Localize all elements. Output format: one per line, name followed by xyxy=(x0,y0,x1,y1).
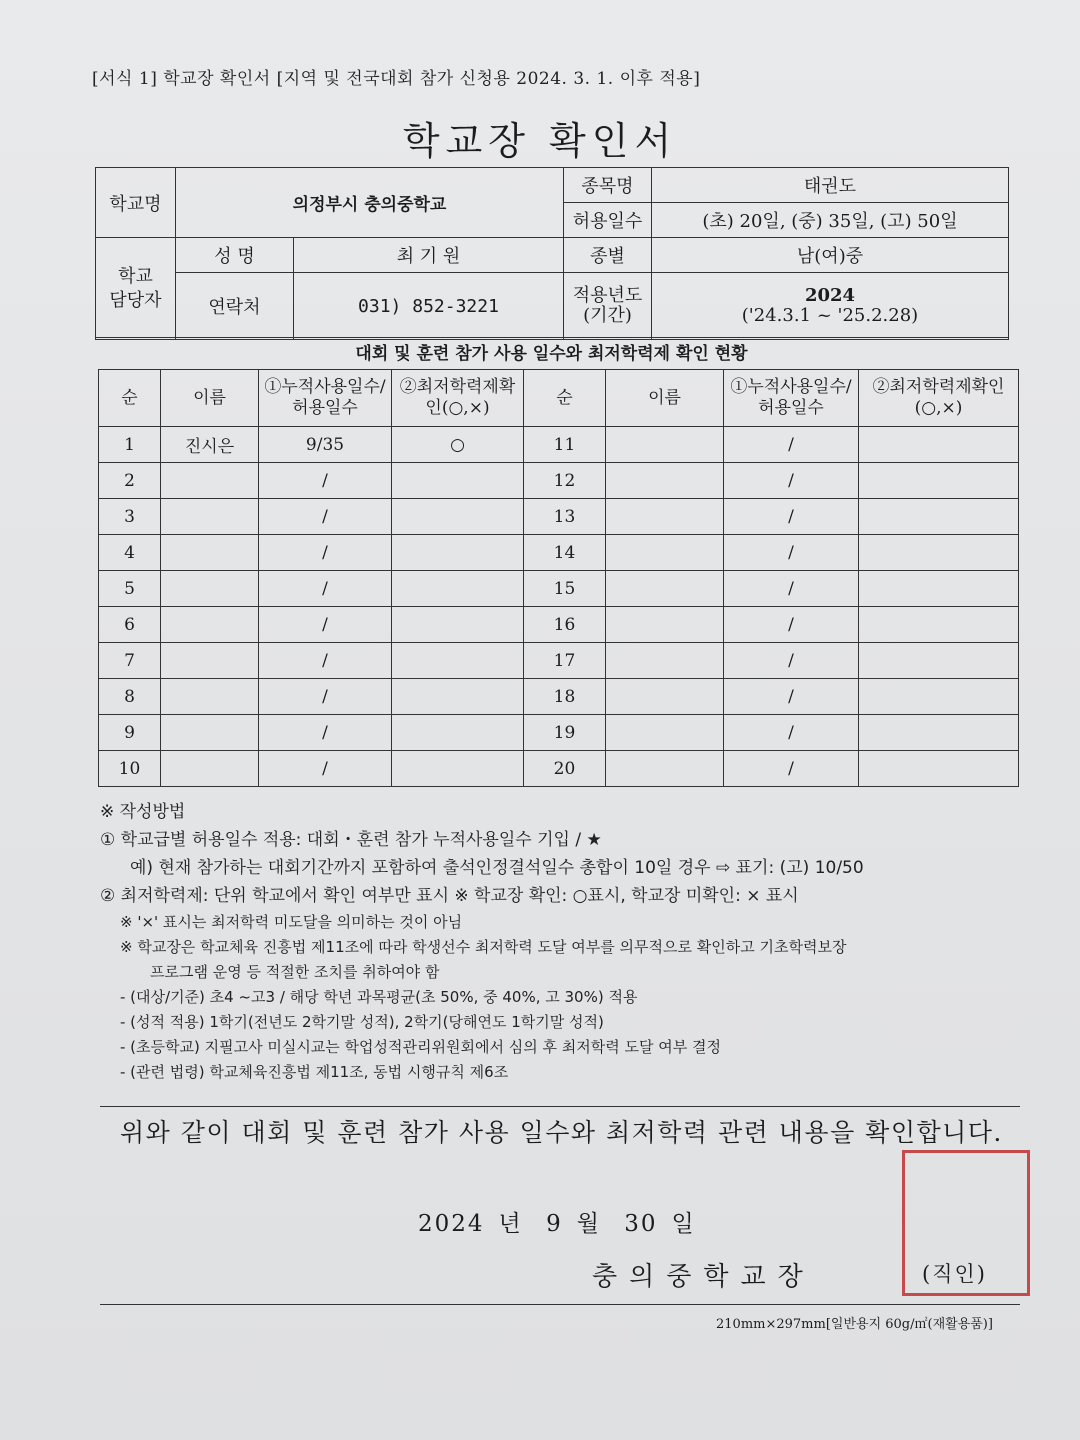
roster-cell-r-name xyxy=(606,715,724,751)
roster-cell-l-no: 7 xyxy=(99,643,161,679)
note-2-a: ※ '×' 표시는 최저학력 미도달을 의미하는 것이 아님 xyxy=(120,913,463,931)
divider-top xyxy=(100,1106,1020,1107)
col-days-right: ①누적사용일수/허용일수 xyxy=(724,370,859,427)
roster-cell-r-days: / xyxy=(724,427,859,463)
year-label-cell xyxy=(564,273,652,340)
sport-label: 종목명 xyxy=(564,168,652,203)
roster-cell-r-days: / xyxy=(724,607,859,643)
section-title: 대회 및 훈련 참가 사용 일수와 최저학력제 확인 현황 xyxy=(95,337,1008,370)
year-period: ('24.3.1 ~ '25.2.28) xyxy=(741,305,919,326)
roster-cell-r-no: 14 xyxy=(524,535,606,571)
name-label: 성 명 xyxy=(176,238,294,273)
roster-cell-r-check xyxy=(859,607,1019,643)
principal-signature: 충의중학교장 xyxy=(592,1262,815,1292)
roster-cell-l-name xyxy=(161,571,259,607)
roster-cell-r-check xyxy=(859,463,1019,499)
roster-cell-l-check xyxy=(392,751,524,787)
note-dash-3: - (초등학교) 지필고사 미실시교는 학업성적관리위원회에서 심의 후 최저학력 도달 여부 결정 xyxy=(120,1038,721,1056)
roster-row xyxy=(99,535,1019,571)
roster-cell-r-name xyxy=(606,643,724,679)
col-days: ①누적사용일수/허용일수 xyxy=(259,370,392,427)
paper-spec: 210mm×297mm[일반용지 60g/㎡(재활용품)] xyxy=(716,1317,993,1332)
roster-cell-l-name: 진시은 xyxy=(161,427,259,463)
sport-value: 태권도 xyxy=(652,168,1009,203)
roster-row xyxy=(99,715,1019,751)
roster-cell-r-check xyxy=(859,643,1019,679)
roster-cell-r-name xyxy=(606,499,724,535)
col-check: ②최저학력제확인(○,×) xyxy=(392,370,524,427)
roster-cell-r-no: 15 xyxy=(524,571,606,607)
notes-heading: ※ 작성방법 xyxy=(100,802,186,822)
year-label-sub: (기간) xyxy=(583,305,632,326)
manager-label: 학교 담당자 xyxy=(96,238,176,340)
writing-instructions xyxy=(100,798,1030,1085)
roster-cell-r-name xyxy=(606,751,724,787)
contact-value: 031) 852-3221 xyxy=(294,273,564,340)
roster-cell-l-no: 2 xyxy=(99,463,161,499)
roster-row xyxy=(99,643,1019,679)
roster-cell-r-check xyxy=(859,715,1019,751)
note-dash-1: - (대상/기준) 초4 ~고3 / 해당 학년 과목평균(초 50%, 중 40%, 고 30%) 적용 xyxy=(120,988,638,1006)
issue-date: 2024 년 9 월 30 일 xyxy=(418,1211,696,1237)
roster-cell-l-name xyxy=(161,535,259,571)
roster-cell-r-no: 16 xyxy=(524,607,606,643)
form-label: [서식 1] 학교장 확인서 [지역 및 전국대회 참가 신청용 2024. 3. 1. 이후 적용] xyxy=(92,69,701,89)
roster-cell-l-check xyxy=(392,463,524,499)
allowed-days-label: 허용일수 xyxy=(564,203,652,238)
roster-cell-l-check xyxy=(392,535,524,571)
roster-table xyxy=(98,369,1019,787)
roster-cell-r-days: / xyxy=(724,715,859,751)
roster-cell-l-name xyxy=(161,499,259,535)
roster-cell-l-no: 5 xyxy=(99,571,161,607)
roster-cell-l-check xyxy=(392,607,524,643)
roster-cell-r-check xyxy=(859,679,1019,715)
roster-row xyxy=(99,571,1019,607)
note-1-example: 예) 현재 참가하는 대회기간까지 포함하여 출석인정결석일수 총합이 10일 경우 ⇨ 표기: (고) 10/50 xyxy=(130,858,864,878)
roster-cell-l-days: / xyxy=(259,607,392,643)
roster-cell-l-check: ○ xyxy=(392,427,524,463)
roster-cell-r-name xyxy=(606,535,724,571)
roster-cell-l-days: 9/35 xyxy=(259,427,392,463)
type-label: 종별 xyxy=(564,238,652,273)
divider-bottom xyxy=(100,1304,1020,1305)
roster-cell-l-days: / xyxy=(259,499,392,535)
roster-cell-l-days: / xyxy=(259,715,392,751)
note-dash-2: - (성적 적용) 1학기(전년도 2학기말 성적), 2학기(당해연도 1학기말 성적) xyxy=(120,1013,604,1031)
roster-cell-l-days: / xyxy=(259,679,392,715)
roster-cell-l-name xyxy=(161,607,259,643)
note-dash-4: - (관련 법령) 학교체육진흥법 제11조, 동법 시행규칙 제6조 xyxy=(120,1063,509,1081)
roster-cell-l-days: / xyxy=(259,535,392,571)
col-name: 이름 xyxy=(161,370,259,427)
roster-cell-r-check xyxy=(859,751,1019,787)
roster-cell-r-days: / xyxy=(724,751,859,787)
roster-row xyxy=(99,463,1019,499)
roster-cell-l-name xyxy=(161,463,259,499)
roster-cell-l-check xyxy=(392,643,524,679)
roster-cell-r-days: / xyxy=(724,679,859,715)
roster-cell-r-check xyxy=(859,427,1019,463)
roster-cell-l-no: 9 xyxy=(99,715,161,751)
roster-header-row xyxy=(99,370,1019,427)
roster-cell-l-check xyxy=(392,679,524,715)
school-label: 학교명 xyxy=(96,168,176,238)
roster-cell-r-check xyxy=(859,571,1019,607)
roster-cell-r-no: 11 xyxy=(524,427,606,463)
col-no-right: 순 xyxy=(524,370,606,427)
roster-cell-r-no: 19 xyxy=(524,715,606,751)
roster-cell-l-no: 10 xyxy=(99,751,161,787)
roster-cell-l-no: 1 xyxy=(99,427,161,463)
roster-cell-l-check xyxy=(392,571,524,607)
col-no: 순 xyxy=(99,370,161,427)
roster-cell-r-no: 20 xyxy=(524,751,606,787)
roster-row xyxy=(99,427,1019,463)
roster-cell-l-no: 8 xyxy=(99,679,161,715)
roster-cell-l-days: / xyxy=(259,571,392,607)
roster-cell-r-name xyxy=(606,679,724,715)
roster-cell-r-days: / xyxy=(724,643,859,679)
note-2: ② 최저학력제: 단위 학교에서 확인 여부만 표시 ※ 학교장 확인: ○표시, 학교장 미확인: × 표시 xyxy=(100,886,799,906)
roster-cell-l-name xyxy=(161,643,259,679)
roster-cell-l-days: / xyxy=(259,643,392,679)
name-value: 최 기 원 xyxy=(294,238,564,273)
roster-cell-r-check xyxy=(859,535,1019,571)
roster-cell-l-no: 6 xyxy=(99,607,161,643)
roster-cell-l-days: / xyxy=(259,463,392,499)
roster-cell-r-no: 13 xyxy=(524,499,606,535)
year-value: 2024 xyxy=(804,285,856,306)
col-name-right: 이름 xyxy=(606,370,724,427)
roster-cell-r-name xyxy=(606,463,724,499)
allowed-days-value: (초) 20일, (중) 35일, (고) 50일 xyxy=(652,203,1009,238)
roster-cell-r-name xyxy=(606,427,724,463)
note-2-b: ※ 학교장은 학교체육 진흥법 제11조에 따라 학생선수 최저학력 도달 여부를 의무적으로 확인하고 기초학력보장 xyxy=(120,938,847,956)
roster-cell-r-no: 12 xyxy=(524,463,606,499)
roster-cell-r-check xyxy=(859,499,1019,535)
seal-label: (직인) xyxy=(922,1262,987,1286)
year-value-cell xyxy=(652,273,1009,340)
roster-row xyxy=(99,751,1019,787)
roster-cell-r-days: / xyxy=(724,499,859,535)
contact-label: 연락처 xyxy=(176,273,294,340)
roster-cell-r-name xyxy=(606,607,724,643)
type-value: 남(여)중 xyxy=(652,238,1009,273)
roster-cell-l-check xyxy=(392,715,524,751)
roster-cell-r-name xyxy=(606,571,724,607)
roster-cell-l-check xyxy=(392,499,524,535)
roster-cell-l-days: / xyxy=(259,751,392,787)
roster-cell-r-days: / xyxy=(724,463,859,499)
roster-row xyxy=(99,679,1019,715)
note-1: ① 학교급별 허용일수 적용: 대회・훈련 참가 누적사용일수 기입 / ★ xyxy=(100,830,602,850)
roster-cell-r-days: / xyxy=(724,535,859,571)
col-check-right: ②최저학력제확인(○,×) xyxy=(859,370,1019,427)
roster-cell-r-no: 17 xyxy=(524,643,606,679)
note-2-b2: 프로그램 운영 등 적절한 조치를 취하여야 함 xyxy=(150,963,440,981)
roster-cell-r-no: 18 xyxy=(524,679,606,715)
roster-cell-l-no: 3 xyxy=(99,499,161,535)
confirmation-statement: 위와 같이 대회 및 훈련 참가 사용 일수와 최저학력 관련 내용을 확인합니다. xyxy=(120,1118,1003,1147)
roster-cell-l-name xyxy=(161,751,259,787)
school-info-table xyxy=(95,167,1009,340)
document-title: 학교장 확인서 xyxy=(402,119,678,163)
roster-row xyxy=(99,607,1019,643)
roster-cell-r-days: / xyxy=(724,571,859,607)
roster-row xyxy=(99,499,1019,535)
roster-cell-l-name xyxy=(161,715,259,751)
roster-cell-l-name xyxy=(161,679,259,715)
year-label: 적용년도 xyxy=(572,285,643,306)
school-value: 의정부시 충의중학교 xyxy=(176,168,564,238)
roster-cell-l-no: 4 xyxy=(99,535,161,571)
